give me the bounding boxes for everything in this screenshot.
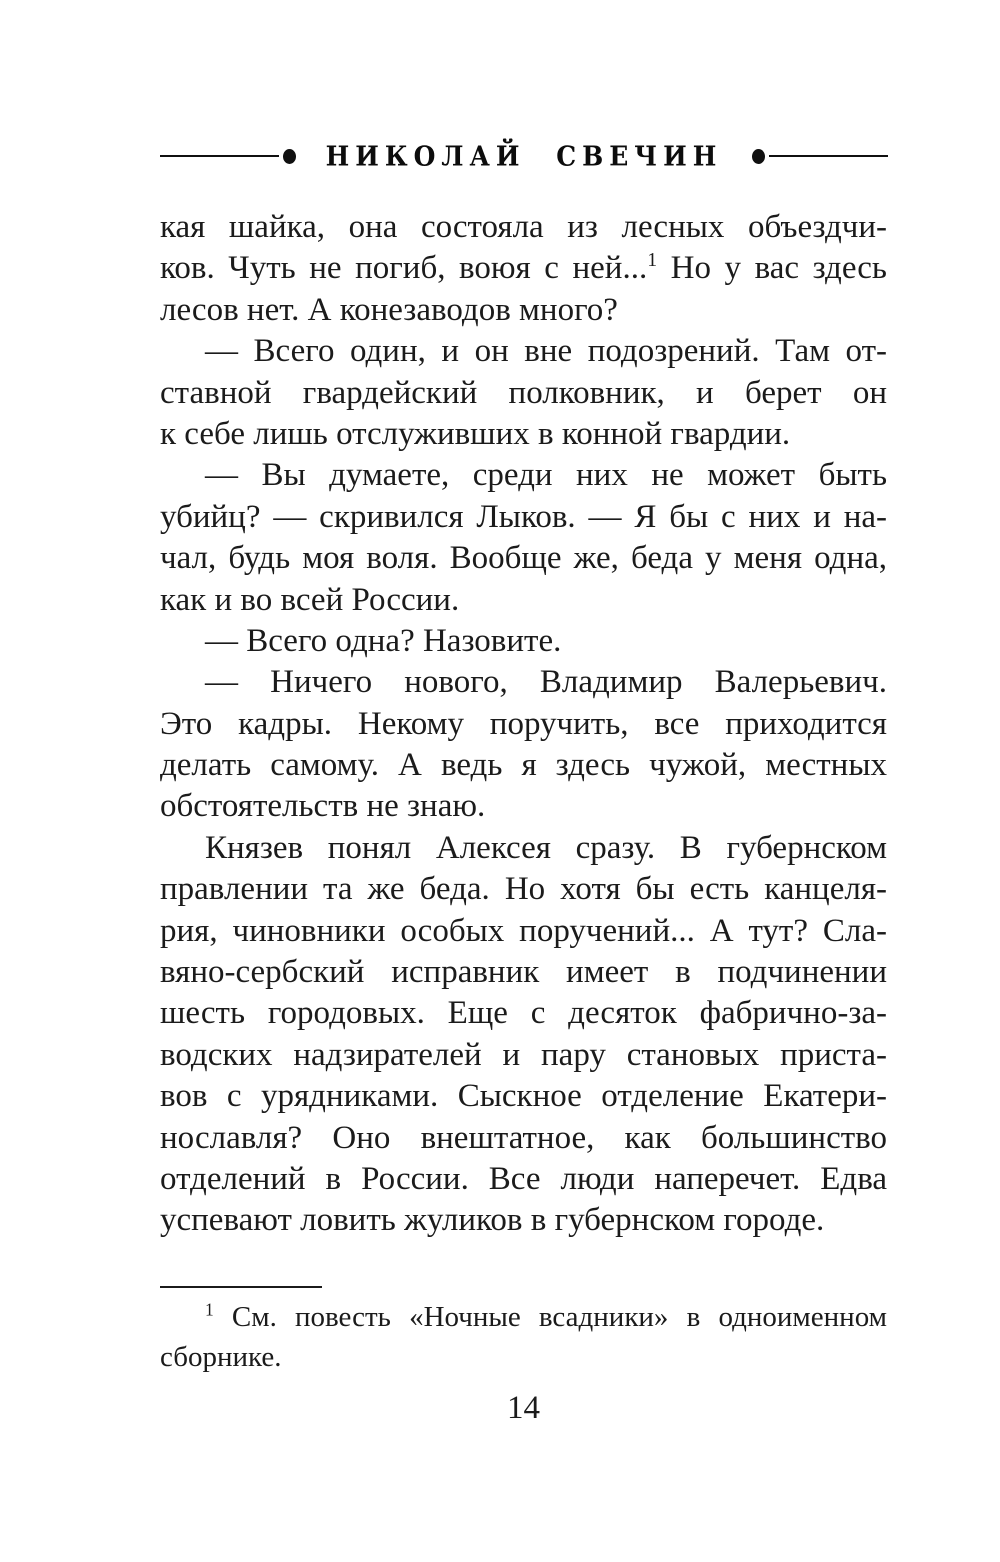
text-line: [160, 414, 887, 455]
footnote-marker: 1: [647, 249, 658, 272]
text-line: [160, 828, 887, 869]
page-header: [160, 141, 888, 171]
text-run: вяно-сербский исправник имеет в подчинении: [160, 954, 887, 991]
text-line: [160, 1297, 887, 1337]
text-line: [160, 911, 887, 952]
text-run: Но у вас здесь: [657, 250, 887, 287]
page-number: 14: [507, 1390, 540, 1426]
text-run: Это кадры. Некому поручить, все приходится: [160, 705, 887, 742]
footnote-rule: [160, 1286, 322, 1288]
text-run: успевают ловить жуликов в губернском городе.: [160, 1202, 825, 1239]
text-run: шесть городовых. Еще с десяток фабрично-за-: [160, 995, 887, 1032]
text-run: отделений в России. Все люди наперечет. Едва: [160, 1160, 887, 1197]
text-line: [160, 373, 887, 414]
text-line: [160, 455, 887, 496]
text-line: [160, 745, 887, 786]
text-run: ставной гвардейский полковник, и берет он: [160, 374, 887, 411]
text-run: См. повесть «Ночные всадники» в одноименном: [213, 1301, 887, 1333]
text-run: — Ничего нового, Владимир Валерьевич.: [205, 664, 887, 701]
text-run: ков. Чуть не погиб, воюя с ней...: [160, 250, 648, 287]
text-line: [160, 621, 887, 662]
footnote: [160, 1297, 887, 1377]
text-run: водских надзирателей и пару становых приста-: [160, 1036, 887, 1073]
text-run: как и во всей России.: [160, 581, 460, 618]
text-line: [160, 538, 887, 579]
text-line: [160, 993, 887, 1034]
text-run: убийц? — скривился Лыков. — Я бы с них и на-: [160, 498, 887, 535]
text-line: [160, 1159, 887, 1200]
text-run: Князев понял Алексея сразу. В губернском: [205, 829, 887, 866]
text-run: — Вы думаете, среди них не может быть: [205, 457, 887, 494]
author-title: НИКОЛАЙ СВЕЧИН: [325, 140, 723, 172]
text-line: [160, 869, 887, 910]
text-line: [160, 1076, 887, 1117]
text-run: к себе лишь отслуживших в конной гвардии.: [160, 415, 791, 452]
text-run: обстоятельств не знаю.: [160, 788, 486, 825]
text-line: [160, 1118, 887, 1159]
footnote-marker: 1: [205, 1299, 214, 1320]
text-run: сборнике.: [160, 1341, 282, 1373]
text-line: [160, 290, 887, 331]
header-dot-right-icon: [752, 149, 765, 164]
text-run: правлении та же беда. Но хотя бы есть канцеля-: [160, 871, 887, 908]
text-run: — Всего одна? Назовите.: [205, 622, 562, 659]
text-line: [160, 786, 887, 827]
text-run: кая шайка, она состояла из лесных объездчи-: [160, 209, 887, 245]
text-line: [160, 248, 887, 289]
text-line: [160, 662, 887, 703]
text-line: [160, 1337, 887, 1377]
text-run: нославля? Оно внештатное, как большинство: [160, 1119, 887, 1156]
text-line: [160, 704, 887, 745]
text-line: [160, 207, 887, 248]
text-line: [160, 1200, 887, 1241]
text-run: чал, будь моя воля. Вообще же, беда у меня одна,: [160, 540, 887, 577]
header-rule-right: [769, 155, 888, 157]
text-run: — Всего один, и он вне подозрений. Там от-: [205, 333, 887, 370]
text-line: [160, 497, 887, 538]
header-dot-left-icon: [283, 149, 296, 164]
text-line: [160, 1035, 887, 1076]
text-run: рия, чиновники особых поручений... А тут? Сла-: [160, 912, 887, 949]
text-run: вов с урядниками. Сыскное отделение Екатери-: [160, 1078, 887, 1115]
body-text: [160, 207, 887, 1242]
text-line: [160, 580, 887, 621]
text-line: [160, 331, 887, 372]
header-rule-left: [160, 155, 279, 157]
text-run: делать самому. А ведь я здесь чужой, местных: [160, 747, 887, 784]
text-line: [160, 952, 887, 993]
text-run: лесов нет. А конезаводов много?: [160, 291, 618, 328]
